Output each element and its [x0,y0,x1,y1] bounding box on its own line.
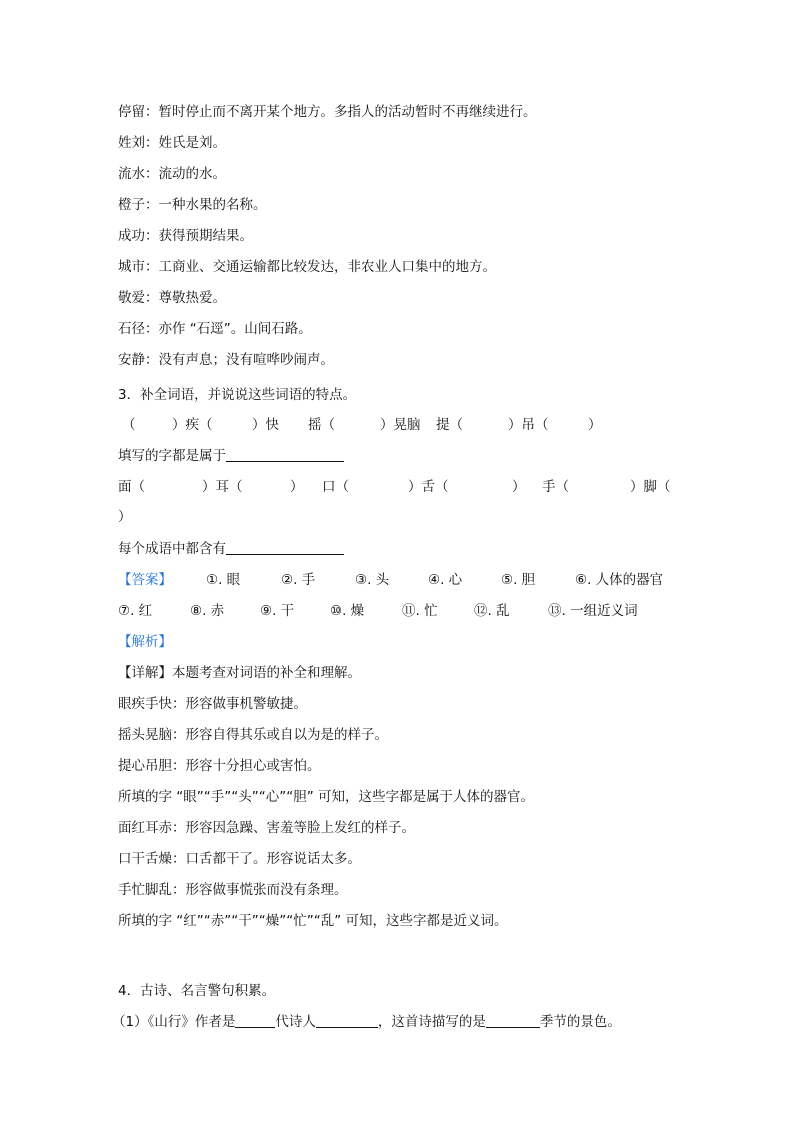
definition-desc: 姓氏是刘。 [158,135,226,151]
colon: ： [145,104,159,120]
definition-desc: 尊敬热爱。 [158,290,226,306]
analysis-line: 眼疾手快：形容做事机警敏捷。 [118,696,307,712]
answer-item: ④. 心 [428,572,463,588]
answer-blank[interactable] [486,1013,540,1028]
answer-blank[interactable] [316,1013,378,1028]
paren-text: ）舌（ [408,479,449,495]
answer-item: ③. 头 [355,572,390,588]
fill-label: 填写的字都是属于 [118,448,226,464]
answer-blank[interactable] [235,1013,275,1028]
definition-line [118,320,312,338]
fill-label: 每个成语中都含有 [118,541,226,557]
definition-term: 成功 [118,228,145,244]
question-text: （1）《山行》作者是 [112,1014,236,1030]
paren-text: ） [512,479,526,495]
analysis-line: 面红耳赤：形容因急躁、害羞等脸上发红的样子。 [118,820,415,836]
question-4-title: 4．古诗、名言警句积累。 [118,983,276,999]
definition-line [118,196,267,214]
paren-text: 面（ [118,479,145,495]
paren-text: ）晃脑 [380,417,421,433]
analysis-line: 口干舌燥：口舌都干了。形容说话太多。 [118,851,361,867]
answer-blank[interactable] [226,540,344,555]
definition-desc: 流动的水。 [158,166,226,182]
definition-term: 橙子 [118,197,145,213]
answer-blank[interactable] [226,447,344,462]
analysis-line: 手忙脚乱：形容做事慌张而没有条理。 [118,882,348,898]
definition-line [118,351,334,369]
paren-text: ）疾（ [172,417,213,433]
colon: ： [145,135,159,151]
analysis-line: 【详解】本题考查对词语的补全和理解。 [118,665,361,681]
colon: ： [145,321,159,337]
answer-item: ⑫. 乱 [474,603,510,619]
paren-text: ） [290,479,304,495]
question-text: 季节的景色。 [539,1014,621,1030]
question-text: ，这首诗描写的是 [377,1014,486,1030]
answer-item: ⑬. 一组近义词 [548,603,638,619]
colon: ： [145,290,159,306]
question-text: 代诗人 [275,1014,316,1030]
analysis-line: 提心吊胆：形容十分担心或害怕。 [118,758,321,774]
answer-item: ⑪. 忙 [402,603,438,619]
answer-item: ⑩. 燥 [330,603,365,619]
analysis-line: 所填的字 “红”“赤”“干”“燥”“忙”“乱” 可知，这些字都是近义词。 [118,913,508,929]
colon: ： [145,197,159,213]
colon: ： [145,352,159,368]
answer-item: ⑥. 人体的器官 [575,572,664,588]
definition-desc: 没有声息；没有喧哗吵闹声。 [158,352,334,368]
colon: ： [145,259,159,275]
definition-line [118,165,226,183]
answer-item: ⑦. 红 [118,603,153,619]
analysis-line: 摇头晃脑：形容自得其乐或自以为是的样子。 [118,727,388,743]
definition-term: 姓刘 [118,135,145,151]
definition-line [118,227,253,245]
fill-line-2 [118,540,344,558]
definition-term: 敬爱 [118,290,145,306]
paren-text: ） [118,509,132,525]
definition-term: 城市 [118,259,145,275]
paren-text: ） [588,417,602,433]
colon: ： [145,228,159,244]
analysis-line: 所填的字 “眼”“手”“头”“心”“胆” 可知，这些字都是属于人体的器官。 [118,789,535,805]
paren-text: 摇（ [308,417,335,433]
definition-term: 石径 [118,321,145,337]
fill-line-1 [118,447,344,465]
paren-text: 手（ [542,479,569,495]
definition-line [118,103,537,121]
question-3-title: 3．补全词语，并说说这些词语的特点。 [118,387,357,403]
paren-text: 提（ [436,417,463,433]
definition-desc: 暂时停止而不离开某个地方。多指人的活动暂时不再继续进行。 [158,104,537,120]
definition-desc: 获得预期结果。 [158,228,253,244]
definition-line [118,258,496,276]
answer-item: ②. 手 [281,572,316,588]
paren-text: 口（ [322,479,349,495]
answer-item: ⑤. 胆 [501,572,536,588]
definition-desc: 一种水果的名称。 [158,197,267,213]
colon: ： [145,166,159,182]
definition-line [118,134,226,152]
question-4-part-1 [112,1013,621,1031]
answer-item: ⑨. 干 [260,603,295,619]
definition-desc: 亦作 “石逕”。山间石路。 [158,321,312,337]
answer-item: ①. 眼 [206,572,241,588]
definition-line [118,289,226,307]
analysis-label: 【解析】 [118,634,172,650]
definition-term: 流水 [118,166,145,182]
paren-text: （ [122,417,136,433]
paren-text: ）快 [252,417,279,433]
answer-label: 【答案】 [118,572,172,588]
paren-text: ）吊（ [508,417,549,433]
paren-text: ）耳（ [202,479,243,495]
paren-text: ）脚（ [630,479,671,495]
answer-item: ⑧. 赤 [190,603,225,619]
definition-desc: 工商业、交通运输都比较发达，非农业人口集中的地方。 [158,259,496,275]
definition-term: 安静 [118,352,145,368]
definition-term: 停留 [118,104,145,120]
